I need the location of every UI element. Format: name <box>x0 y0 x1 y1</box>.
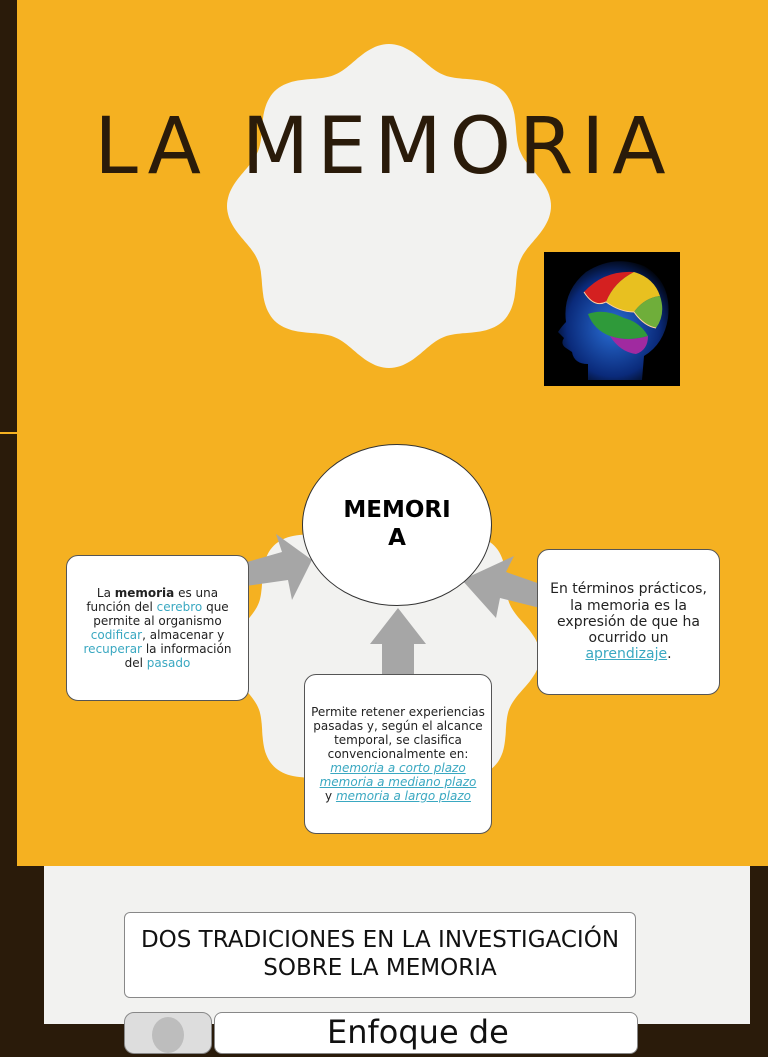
text: y <box>325 789 336 804</box>
brain-image <box>544 252 680 386</box>
practical-box <box>537 549 720 695</box>
link-recuperar[interactable]: recuperar <box>83 642 142 657</box>
slide-concept-map <box>0 434 768 866</box>
text: es una función del <box>86 585 219 614</box>
link-codificar[interactable]: codificar <box>90 628 143 642</box>
slide-title-text: LA MEMORIA <box>94 102 674 192</box>
text: La <box>96 585 115 600</box>
portrait-image <box>124 1012 212 1054</box>
text: En términos prácticos, la memoria es la expresión de que ha ocurrido un <box>550 581 707 647</box>
scallop-shape <box>222 40 556 372</box>
link-largo-plazo[interactable]: memoria a largo plazo <box>335 789 471 804</box>
memoria-circle <box>302 444 492 606</box>
slide-left-edge <box>0 0 17 432</box>
link-aprendizaje[interactable]: aprendizaje <box>585 646 668 663</box>
approach-box <box>214 1012 638 1054</box>
link-corto-plazo[interactable]: memoria a corto plazo <box>330 761 466 776</box>
center-label: MEMORIA <box>343 497 451 551</box>
link-cerebro[interactable]: cerebro <box>156 599 203 614</box>
text: Permite retener experiencias pasadas y, según el alcance temporal, se clasifica convencionalmente en: <box>311 704 485 761</box>
bold-term: memoria <box>114 585 175 600</box>
slide-traditions <box>0 866 768 1051</box>
text: . <box>667 646 672 663</box>
link-pasado[interactable]: pasado <box>146 656 191 671</box>
wave-edge <box>0 866 70 1024</box>
definition-box <box>66 555 249 701</box>
approach-title: Enfoque de <box>327 1013 509 1051</box>
classification-box <box>304 674 492 834</box>
slide-title <box>0 0 768 432</box>
link-mediano-plazo[interactable]: memoria a mediano plazo <box>319 775 477 790</box>
arrow-left-in <box>240 534 312 600</box>
traditions-header: DOS TRADICIONES EN LA INVESTIGACIÓN SOBRE LA MEMORIA <box>124 912 636 998</box>
arrow-up <box>370 608 426 674</box>
text: que permite al organismo <box>93 599 229 628</box>
text: , almacenar y <box>142 628 225 642</box>
text: la información del <box>124 642 232 671</box>
